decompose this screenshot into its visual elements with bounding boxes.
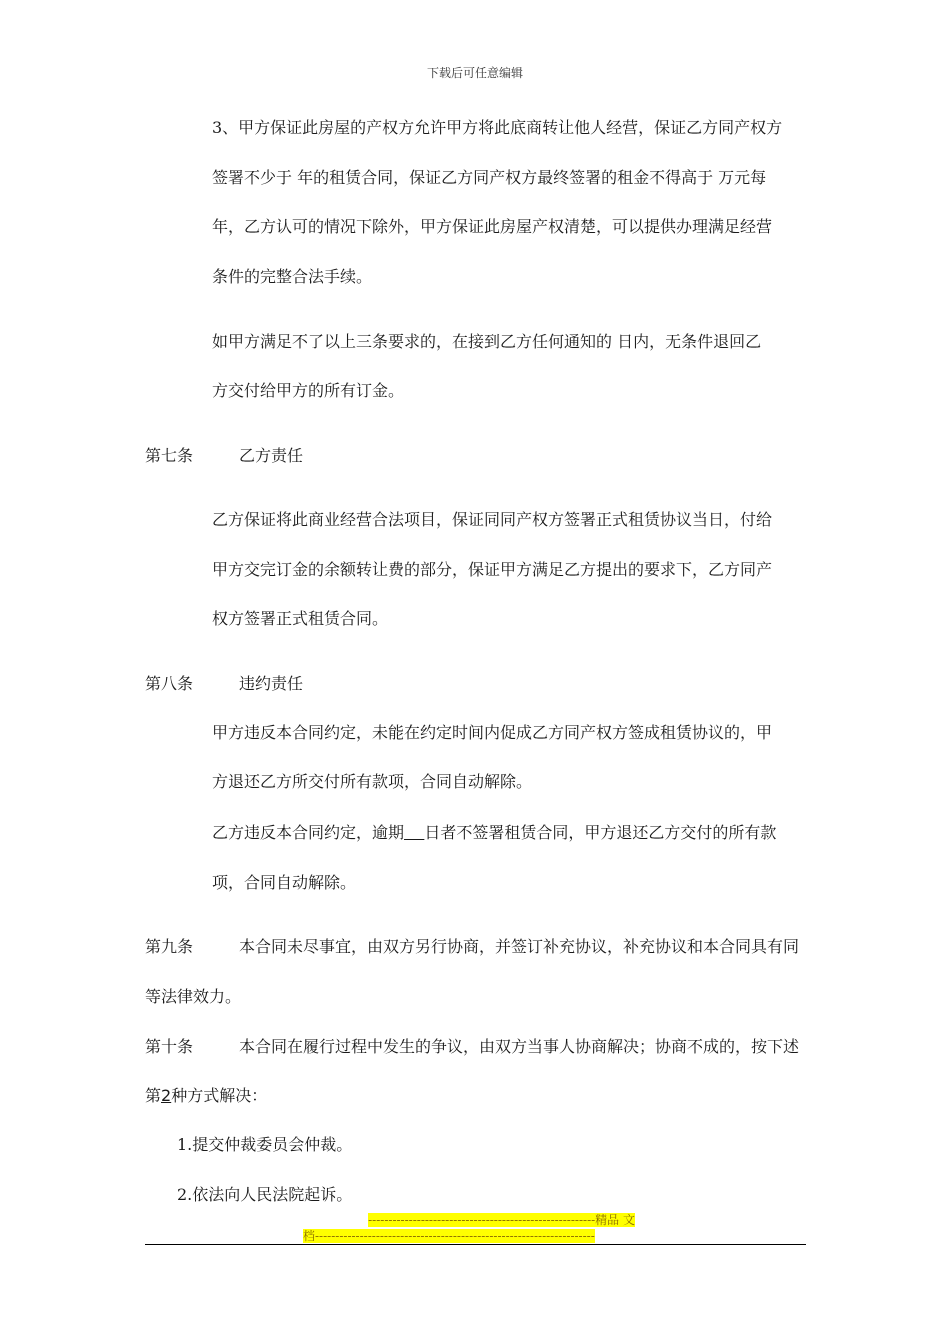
- clause-3-line-1: 3、甲方保证此房屋的产权方允许甲方将此底商转让他人经营，保证乙方同产权方: [212, 118, 783, 137]
- line-text-b: 日者不签署租赁合同，甲方退还乙方交付的所有款: [424, 823, 777, 842]
- refund-line-1: 如甲方满足不了以上三条要求的，在接到乙方任何通知的 日内，无条件退回乙: [212, 332, 762, 351]
- article-title: 违约责任: [239, 674, 304, 693]
- line-text-a: 乙方违反本合同约定，逾期: [212, 823, 405, 842]
- article-7-line-2: 甲方交完订金的余额转让费的部分，保证甲方满足乙方提出的要求下，乙方同产: [212, 560, 773, 579]
- article-8-line-2: 方退还乙方所交付所有款项，合同自动解除。: [212, 772, 533, 791]
- method-suffix: 种方式解决：: [171, 1086, 268, 1105]
- article-title: 乙方责任: [239, 446, 304, 465]
- article-8-line-3: [212, 822, 776, 844]
- footer-line-1: --------------------------------------------------------精品 文: [368, 1213, 635, 1227]
- article-9-line-2: 等法律效力。: [145, 987, 242, 1006]
- clause-3-line-2: 签署不少于 年的租赁合同，保证乙方同产权方最终签署的租金不得高于 万元每: [212, 168, 767, 187]
- article-9-line-1: [145, 936, 799, 958]
- article-10-line-2: [145, 1085, 267, 1107]
- article-text: 本合同未尽事宜，由双方另行协商，并签订补充协议，补充协议和本合同具有同: [239, 937, 800, 956]
- footer-watermark: [303, 1212, 649, 1244]
- article-number: 第八条: [145, 674, 194, 693]
- article-8-heading: [145, 673, 303, 695]
- article-number: 第七条: [145, 446, 194, 465]
- page-header: 下载后可任意编辑: [426, 66, 523, 80]
- option-2: 2.依法向人民法院起诉。: [177, 1185, 353, 1204]
- option-1: 1.提交仲裁委员会仲裁。: [177, 1135, 353, 1154]
- blank-underline: [404, 823, 424, 842]
- article-8-line-4: 项，合同自动解除。: [212, 873, 357, 892]
- article-7-heading: [145, 445, 303, 467]
- article-7-line-1: 乙方保证将此商业经营合法项目，保证同同产权方签署正式租赁协议当日，付给: [212, 510, 773, 529]
- method-prefix: 第: [145, 1086, 162, 1105]
- footer-line-2: 档---------------------------------------------------------------------: [303, 1229, 595, 1243]
- clause-3-line-4: 条件的完整合法手续。: [212, 267, 373, 286]
- footer-rule: [145, 1244, 806, 1245]
- clause-3-line-3: 年，乙方认可的情况下除外，甲方保证此房屋产权清楚，可以提供办理满足经营: [212, 217, 773, 236]
- article-8-line-1: 甲方违反本合同约定，未能在约定时间内促成乙方同产权方签成租赁协议的，甲: [212, 723, 773, 742]
- article-10-line-1: [145, 1036, 799, 1058]
- article-number: 第九条: [145, 937, 194, 956]
- article-number: 第十条: [145, 1037, 194, 1056]
- method-number: 2: [161, 1086, 172, 1105]
- refund-line-2: 方交付给甲方的所有订金。: [212, 381, 405, 400]
- article-text: 本合同在履行过程中发生的争议，由双方当事人协商解决；协商不成的，按下述: [239, 1037, 800, 1056]
- article-7-line-3: 权方签署正式租赁合同。: [212, 609, 389, 628]
